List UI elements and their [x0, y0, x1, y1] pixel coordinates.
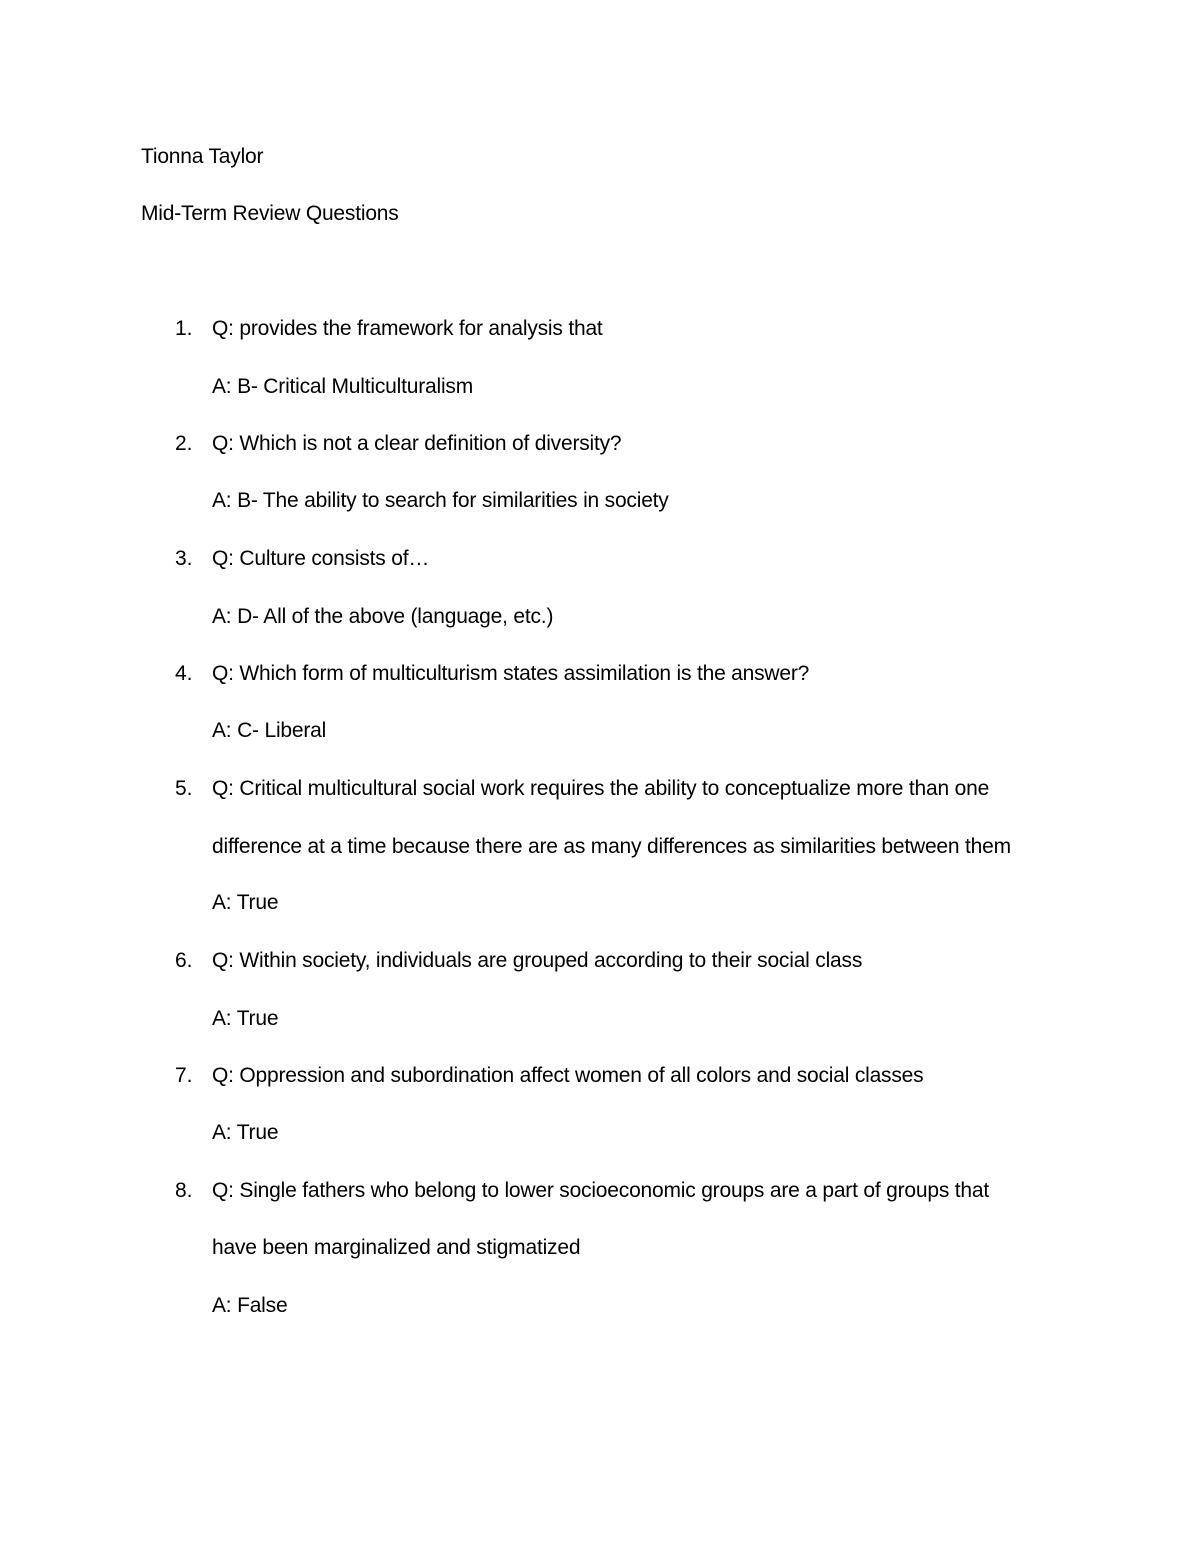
answer-text: A: D- All of the above (language, etc.) [212, 605, 554, 628]
answer-text: A: True [212, 891, 279, 914]
document-title: Mid-Term Review Questions [141, 202, 399, 225]
author-name: Tionna Taylor [141, 145, 264, 168]
answer-text: A: B- Critical Multiculturalism [212, 375, 474, 398]
answer-text: A: False [212, 1294, 288, 1317]
question-text: Q: Which is not a clear definition of diversity? [212, 432, 622, 455]
question-text: Q: Critical multicultural social work requires the ability to conceptualize more than one [212, 777, 990, 800]
question-text: Q: provides the framework for analysis that [212, 317, 603, 340]
question-text: Q: Culture consists of… [212, 547, 430, 570]
question-text-continued: have been marginalized and stigmatized [212, 1236, 581, 1259]
item-number: 8. [175, 1179, 193, 1202]
item-number: 7. [175, 1064, 193, 1087]
answer-text: A: True [212, 1007, 279, 1030]
item-number: 2. [175, 432, 193, 455]
question-text: Q: Single fathers who belong to lower socioeconomic groups are a part of groups that [212, 1179, 989, 1202]
question-text-continued: difference at a time because there are as many differences as similarities between them [212, 835, 1011, 858]
question-text: Q: Oppression and subordination affect women of all colors and social classes [212, 1064, 924, 1087]
question-text: Q: Within society, individuals are grouped according to their social class [212, 949, 863, 972]
answer-text: A: B- The ability to search for similarities in society [212, 489, 669, 512]
item-number: 6. [175, 949, 193, 972]
item-number: 4. [175, 662, 193, 685]
item-number: 5. [175, 777, 193, 800]
question-text: Q: Which form of multiculturism states assimilation is the answer? [212, 662, 810, 685]
answer-text: A: C- Liberal [212, 719, 327, 742]
item-number: 3. [175, 547, 193, 570]
answer-text: A: True [212, 1121, 279, 1144]
item-number: 1. [175, 317, 193, 340]
